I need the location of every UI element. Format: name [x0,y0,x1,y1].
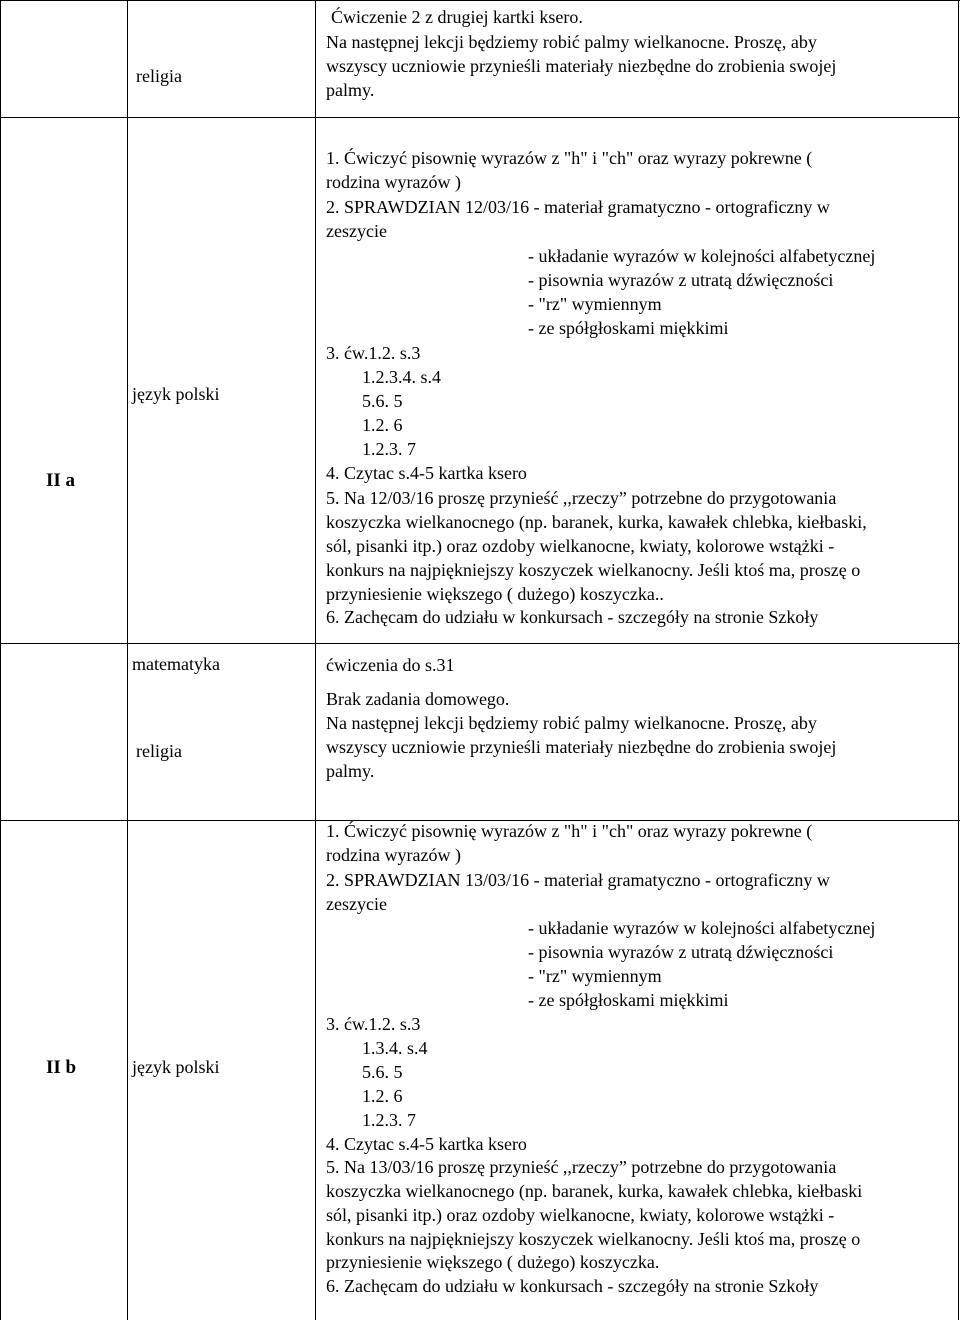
homework-line: sól, pisanki itp.) oraz ozdoby wielkanocne, kwiaty, kolorowe wstążki - [326,536,835,556]
homework-line: 1.2. 6 [362,1086,403,1106]
homework-line: wszyscy uczniowie przynieśli materiały niezbędne do zrobienia swojej [326,56,837,76]
homework-line: 4. Czytac s.4-5 kartka ksero [326,1134,527,1154]
homework-line: Brak zadania domowego. [326,689,510,709]
homework-line: - ze spółgłoskami miękkimi [528,318,729,338]
table-border-right [958,0,959,1320]
subject-label: język polski [132,384,220,404]
homework-line: 1.2. 6 [362,415,403,435]
homework-line: zeszycie [326,221,387,241]
homework-line: zeszycie [326,894,387,914]
class-label-2a: II a [46,470,76,491]
homework-line: rodzina wyrazów ) [326,172,461,192]
homework-line: 1.3.4. s.4 [362,1038,428,1058]
homework-line: 1. Ćwiczyć pisownię wyrazów z "h" i "ch" oraz wyrazy pokrewne ( [326,821,813,841]
homework-line: koszyczka wielkanocnego (np. baranek, kurka, kawałek chlebka, kiełbaski [326,1181,863,1201]
class-label-2b: II b [46,1057,77,1078]
homework-line: 5. Na 12/03/16 proszę przynieść ,,rzeczy” potrzebne do przygotowania [326,488,837,508]
subject-label: religia [136,741,182,761]
homework-line: 2. SPRAWDZIAN 12/03/16 - materiał gramatyczno - ortograficzny w [326,197,830,217]
homework-line: palmy. [326,761,375,781]
row-divider [0,117,960,118]
homework-line: konkurs na najpiękniejszy koszyczek wielkanocny. Jeśli ktoś ma, proszę o [326,560,861,580]
homework-line: - pisownia wyrazów z utratą dźwięczności [528,942,834,962]
homework-line: 5.6. 5 [362,1062,403,1082]
subject-label: matematyka [132,654,220,674]
homework-line: 1.2.3.4. s.4 [362,367,442,387]
homework-line: 1.2.3. 7 [362,439,416,459]
homework-line: 1. Ćwiczyć pisownię wyrazów z "h" i "ch" oraz wyrazy pokrewne ( [326,148,813,168]
homework-line: palmy. [326,80,375,100]
subject-label: religia [136,66,182,86]
homework-line: 6. Zachęcam do udziału w konkursach - szczegóły na stronie Szkoły [326,1276,819,1296]
homework-line: wszyscy uczniowie przynieśli materiały niezbędne do zrobienia swojej [326,737,837,757]
subject-label: język polski [132,1057,220,1077]
homework-line: - "rz" wymiennym [528,966,662,986]
homework-line: konkurs na najpiękniejszy koszyczek wielkanocny. Jeśli ktoś ma, proszę o [326,1229,861,1249]
homework-line: przyniesienie większego ( dużego) koszyczka.. [326,584,664,604]
table-border-top [0,0,960,1]
homework-line: - układanie wyrazów w kolejności alfabetycznej [528,246,876,266]
homework-line: rodzina wyrazów ) [326,845,461,865]
homework-line: 5.6. 5 [362,391,403,411]
homework-line: ćwiczenia do s.31 [326,655,455,675]
homework-line: - ze spółgłoskami miękkimi [528,990,729,1010]
homework-line: Na następnej lekcji będziemy robić palmy wielkanocne. Proszę, aby [326,713,817,733]
homework-line: 6. Zachęcam do udziału w konkursach - szczegóły na stronie Szkoły [326,607,819,627]
table-border-left [0,0,1,1320]
homework-line: - układanie wyrazów w kolejności alfabetycznej [528,918,876,938]
row-divider [0,643,960,644]
homework-line: 5. Na 13/03/16 proszę przynieść ,,rzeczy” potrzebne do przygotowania [326,1157,837,1177]
homework-line: 4. Czytac s.4-5 kartka ksero [326,463,527,483]
column-divider [127,0,128,1320]
homework-line: Ćwiczenie 2 z drugiej kartki ksero. [331,7,583,27]
homework-line: przyniesienie większego ( dużego) koszyczka. [326,1252,660,1272]
homework-line: 1.2.3. 7 [362,1110,416,1130]
column-divider [315,0,316,1320]
homework-line: Na następnej lekcji będziemy robić palmy wielkanocne. Proszę, aby [326,32,817,52]
homework-line: 3. ćw.1.2. s.3 [326,343,421,363]
homework-line: koszyczka wielkanocnego (np. baranek, kurka, kawałek chlebka, kiełbaski, [326,512,867,532]
homework-line: sól, pisanki itp.) oraz ozdoby wielkanocne, kwiaty, kolorowe wstążki - [326,1205,835,1225]
homework-line: - pisownia wyrazów z utratą dźwięczności [528,270,834,290]
homework-line: 3. ćw.1.2. s.3 [326,1014,421,1034]
homework-line: - "rz" wymiennym [528,294,662,314]
homework-line: 2. SPRAWDZIAN 13/03/16 - materiał gramatyczno - ortograficzny w [326,870,830,890]
